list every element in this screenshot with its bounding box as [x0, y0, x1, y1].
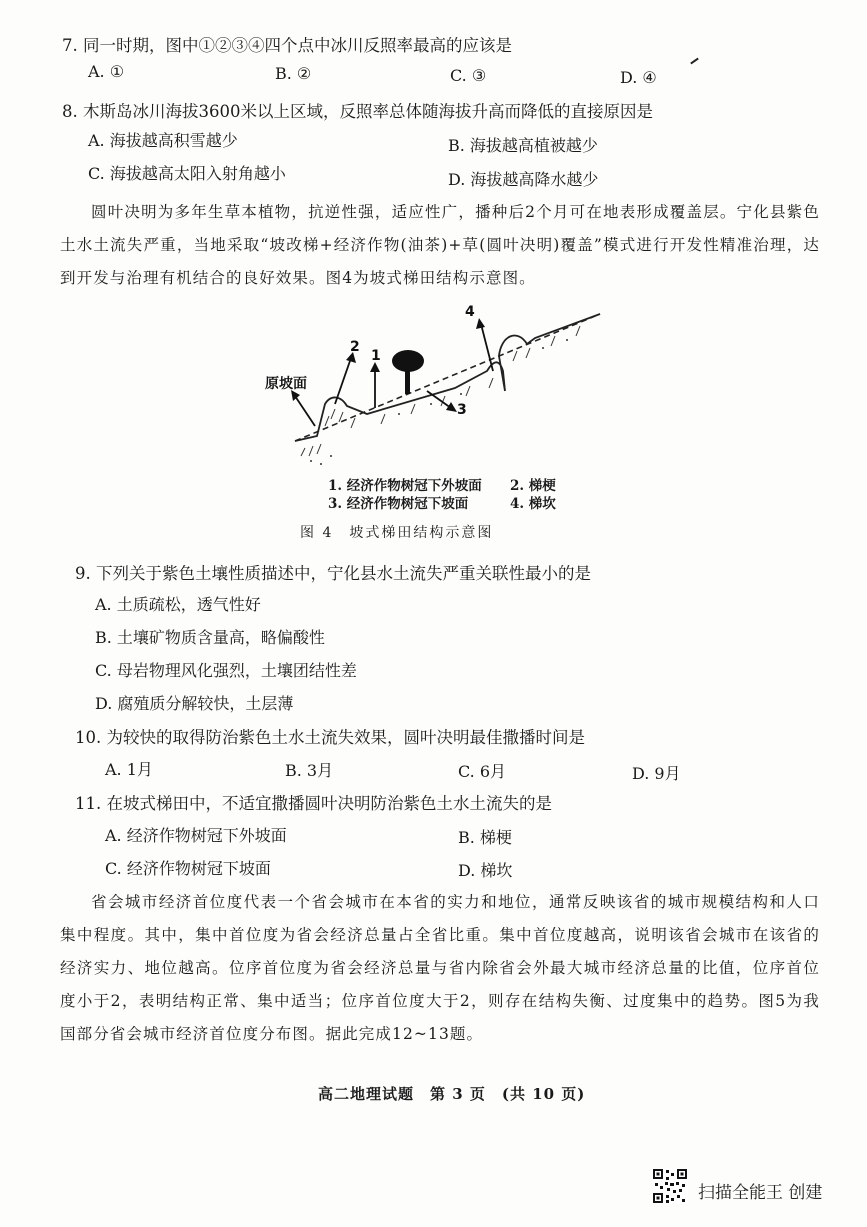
- legend-item-3: 3. 经济作物树冠下坡面: [328, 496, 469, 512]
- q9-option-b: B. 土壤矿物质含量高，略偏酸性: [95, 628, 325, 647]
- pen-mark: [690, 58, 699, 65]
- q10-option-a: A. 1月: [105, 760, 153, 779]
- soil-hatching: [301, 326, 580, 456]
- q7-option-a: A. ①: [88, 62, 125, 81]
- figure-4-title: 图 4 坡式梯田结构示意图: [300, 525, 494, 541]
- label-3: 3: [457, 402, 467, 418]
- q8-option-a: A. 海拔越高积雪越少: [88, 131, 238, 150]
- question-9-stem: 9. 下列关于紫色土壤性质描述中，宁化县水土流失严重关联性最小的是: [75, 564, 591, 583]
- q8-option-c: C. 海拔越高太阳入射角越小: [88, 164, 286, 183]
- label-1: 1: [371, 348, 381, 364]
- q10-option-b: B. 3月: [285, 761, 334, 780]
- q9-option-d: D. 腐殖质分解较快，土层薄: [95, 694, 294, 713]
- q11-option-d: D. 梯坎: [458, 861, 513, 880]
- q11-option-b: B. 梯梗: [458, 828, 512, 847]
- page-footer: 高二地理试题 第 3 页 (共 10 页): [318, 1085, 586, 1103]
- scanner-watermark: 扫描全能王 创建: [698, 1183, 823, 1203]
- passage-2: 省会城市经济首位度代表一个省会城市在本省的实力和地位，通常反映该省的城市规模结构和人口集中程度。其中，集中首位度为省会经济总量占全省比重。集中首位度越高，说明该省会城市在该省的经济实力、地位越高。位序首位度为省会经济总量与省内除省会外最大城市经济总量的比值，位序首位度小于2，表明结构正常、集中适当；位序首位度大于2，则存在结构失衡、过度集中的趋势。图5为我国部分省会城市经济首位度分布图。据此完成12~13题。: [60, 893, 820, 1043]
- arrowheads: [291, 318, 485, 412]
- q7-option-b: B. ②: [275, 64, 312, 83]
- label-4: 4: [465, 304, 475, 320]
- q9-option-a: A. 土质疏松，透气性好: [95, 595, 261, 614]
- passage-1: 圆叶决明为多年生草本植物，抗逆性强，适应性广，播种后2个月可在地表形成覆盖层。宁化县紫色土水土流失严重，当地采取“坡改梯+经济作物(油茶)+草(圆叶决明)覆盖”模式进行开发性精准治理，达到开发与治理有机结合的良好效果。图4为坡式梯田结构示意图。: [60, 203, 820, 287]
- q10-option-c: C. 6月: [458, 762, 507, 781]
- q11-option-a: A. 经济作物树冠下外坡面: [105, 826, 287, 845]
- legend-item-2: 2. 梯梗: [510, 478, 556, 494]
- legend-item-4: 4. 梯坎: [510, 496, 556, 512]
- question-7-stem: 7. 同一时期，图中①②③④四个点中冰川反照率最高的应该是: [62, 36, 512, 55]
- q11-option-c: C. 经济作物树冠下坡面: [105, 859, 271, 878]
- question-8-stem: 8. 木斯岛冰川海拔3600米以上区域，反照率总体随海拔升高而降低的直接原因是: [62, 102, 653, 121]
- q10-option-d: D. 9月: [632, 764, 681, 783]
- label-original-slope: 原坡面: [265, 376, 307, 392]
- original-slope-line: [295, 314, 600, 441]
- q7-option-d: D. ④: [620, 68, 657, 87]
- label-2: 2: [350, 339, 360, 355]
- q8-option-d: D. 海拔越高降水越少: [448, 170, 599, 189]
- question-10-stem: 10. 为较快的取得防治紫色土水土流失效果，圆叶决明最佳撒播时间是: [75, 728, 585, 747]
- qr-code-icon: [652, 1168, 688, 1204]
- q9-option-c: C. 母岩物理风化强烈，土壤团结性差: [95, 661, 357, 680]
- q8-option-b: B. 海拔越高植被越少: [448, 136, 598, 155]
- tree-trunk-icon: [405, 368, 410, 394]
- legend-item-1: 1. 经济作物树冠下外坡面: [328, 478, 482, 494]
- q7-option-c: C. ③: [450, 66, 487, 85]
- question-11-stem: 11. 在坡式梯田中，不适宜撒播圆叶决明防治紫色土水土流失的是: [75, 794, 552, 813]
